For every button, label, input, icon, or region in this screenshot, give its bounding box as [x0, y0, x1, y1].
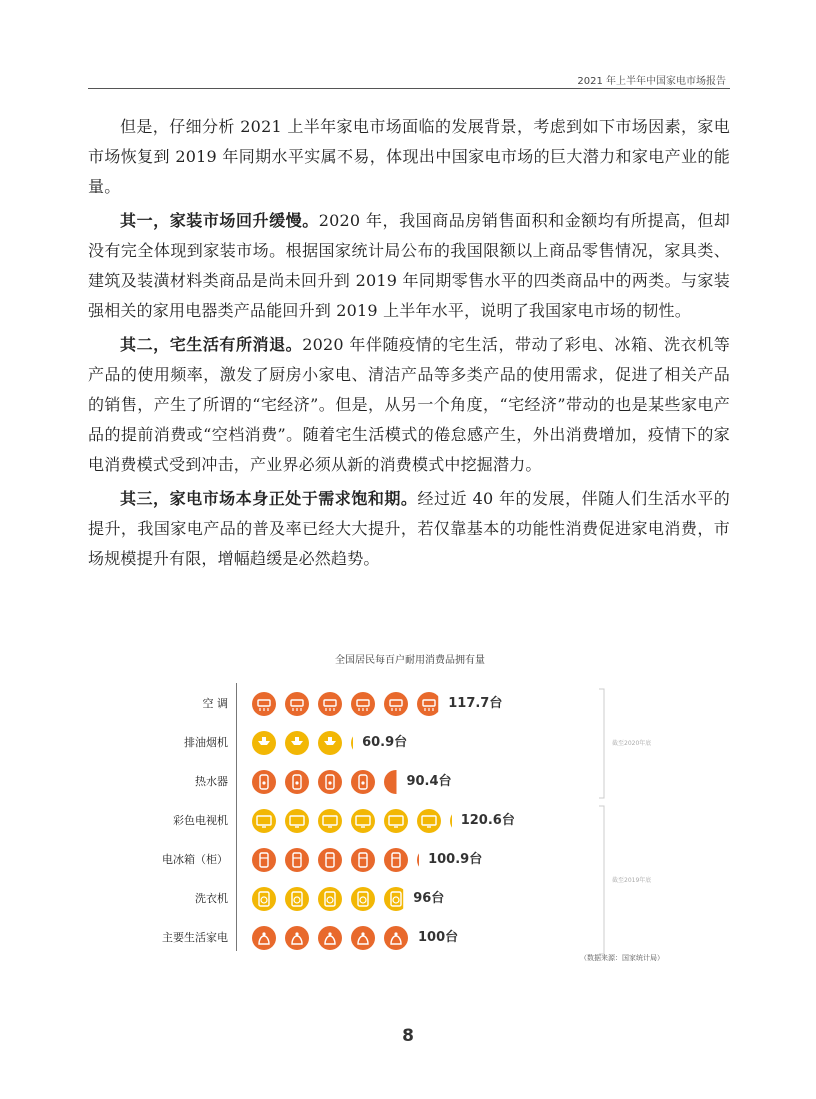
value-label: 100.9台: [428, 852, 483, 867]
fridge-icon: [318, 848, 342, 872]
paragraph-text: 2020 年，我国商品房销售面积和金额均有所提高，但却没有完全体现到家装市场。根据国家统计局公布的我国限额以上商品零售情况，家具类、建筑及装潢材料类商品是尚未回升到 2019 年同期零售水平的四类商品中的两类。与家装强相关的家用电器类产品能回升到 2019 上半年水平，说明了我国家电市场的韧性。: [88, 211, 730, 320]
air-conditioner-icon: [285, 692, 309, 716]
fridge-icon: [252, 848, 276, 872]
appliance-icon: [318, 926, 342, 950]
range-hood-icon: [285, 731, 309, 755]
category-label: 洗衣机: [195, 892, 228, 905]
category-label: 电冰箱（柜）: [162, 853, 228, 866]
washing-machine-icon: [318, 887, 342, 911]
water-heater-icon: [384, 770, 408, 794]
tv-icon: [384, 809, 408, 833]
appliance-icon: [252, 926, 276, 950]
value-label: 100台: [418, 930, 459, 945]
paragraph-heading: 其一，家装市场回升缓慢。: [120, 211, 319, 230]
data-source: （数据来源：国家统计局）: [580, 954, 664, 962]
tv-icon: [417, 809, 441, 833]
fridge-icon: [351, 848, 375, 872]
air-conditioner-icon: [351, 692, 375, 716]
category-label: 彩色电视机: [173, 814, 228, 827]
appliance-icon: [384, 926, 408, 950]
water-heater-icon: [252, 770, 276, 794]
paragraph-text: 2020 年伴随疫情的宅生活，带动了彩电、冰箱、洗衣机等产品的使用频率，激发了厨房小家电、清洁产品等多类产品的使用需求，促进了相关产品的销售，产生了所谓的“宅经济”。但是，从另一个角度，“宅经济”带动的也是某些家电产品的提前消费或“空档消费”。随着宅生活模式的倦怠感产生，外出消费增加，疫情下的家电消费模式受到冲击，产业界必须从新的消费模式中挖掘潜力。: [88, 335, 731, 474]
chart-axis: [236, 683, 237, 951]
washing-machine-icon: [285, 887, 309, 911]
appliance-icon: [285, 926, 309, 950]
paragraph-heading: 其二，宅生活有所消退。: [120, 335, 303, 354]
washing-machine-icon: [351, 887, 375, 911]
tv-icon: [351, 809, 375, 833]
value-label: 120.6台: [460, 813, 515, 828]
range-hood-icon: [252, 731, 276, 755]
fridge-icon: [384, 848, 408, 872]
header-title: 2021 年上半年中国家电市场报告: [577, 76, 726, 87]
tv-icon: [252, 809, 276, 833]
fridge-icon: [285, 848, 309, 872]
chart-title: 全国居民每百户耐用消费品拥有量: [335, 655, 485, 666]
water-heater-icon: [351, 770, 375, 794]
category-label: 主要生活家电: [162, 931, 228, 944]
water-heater-icon: [318, 770, 342, 794]
group-label: 截至2020年底: [612, 740, 652, 747]
paragraph-text: 但是，仔细分析 2021 上半年家电市场面临的发展背景，考虑到如下市场因素，家电市场恢复到 2019 年同期水平实属不易，体现出中国家电市场的巨大潜力和家电产业的能量。: [88, 117, 730, 196]
air-conditioner-icon: [252, 692, 276, 716]
tv-icon: [318, 809, 342, 833]
value-label: 60.9台: [362, 735, 408, 750]
category-label: 热水器: [195, 775, 228, 788]
air-conditioner-icon: [417, 692, 441, 716]
group-label: 截至2019年底: [612, 876, 652, 884]
value-label: 96台: [413, 891, 445, 906]
page-number: 8: [402, 1026, 414, 1046]
appliance-icon: [351, 926, 375, 950]
category-label: 排油烟机: [184, 736, 228, 749]
category-label: 空 调: [202, 697, 228, 710]
air-conditioner-icon: [384, 692, 408, 716]
water-heater-icon: [285, 770, 309, 794]
value-label: 90.4台: [406, 774, 452, 789]
washing-machine-icon: [384, 887, 408, 911]
paragraph-text: 经过近 40 年的发展，伴随人们生活水平的提升，我国家电产品的普及率已经大大提升，若仅靠基本的功能性消费促进家电消费，市场规模提升有限，增幅趋缓是必然趋势。: [88, 489, 730, 568]
washing-machine-icon: [252, 887, 276, 911]
paragraph-heading: 其三，家电市场本身正处于需求饱和期。: [120, 489, 418, 508]
range-hood-icon: [318, 731, 342, 755]
tv-icon: [285, 809, 309, 833]
value-label: 117.7台: [448, 696, 503, 711]
air-conditioner-icon: [318, 692, 342, 716]
